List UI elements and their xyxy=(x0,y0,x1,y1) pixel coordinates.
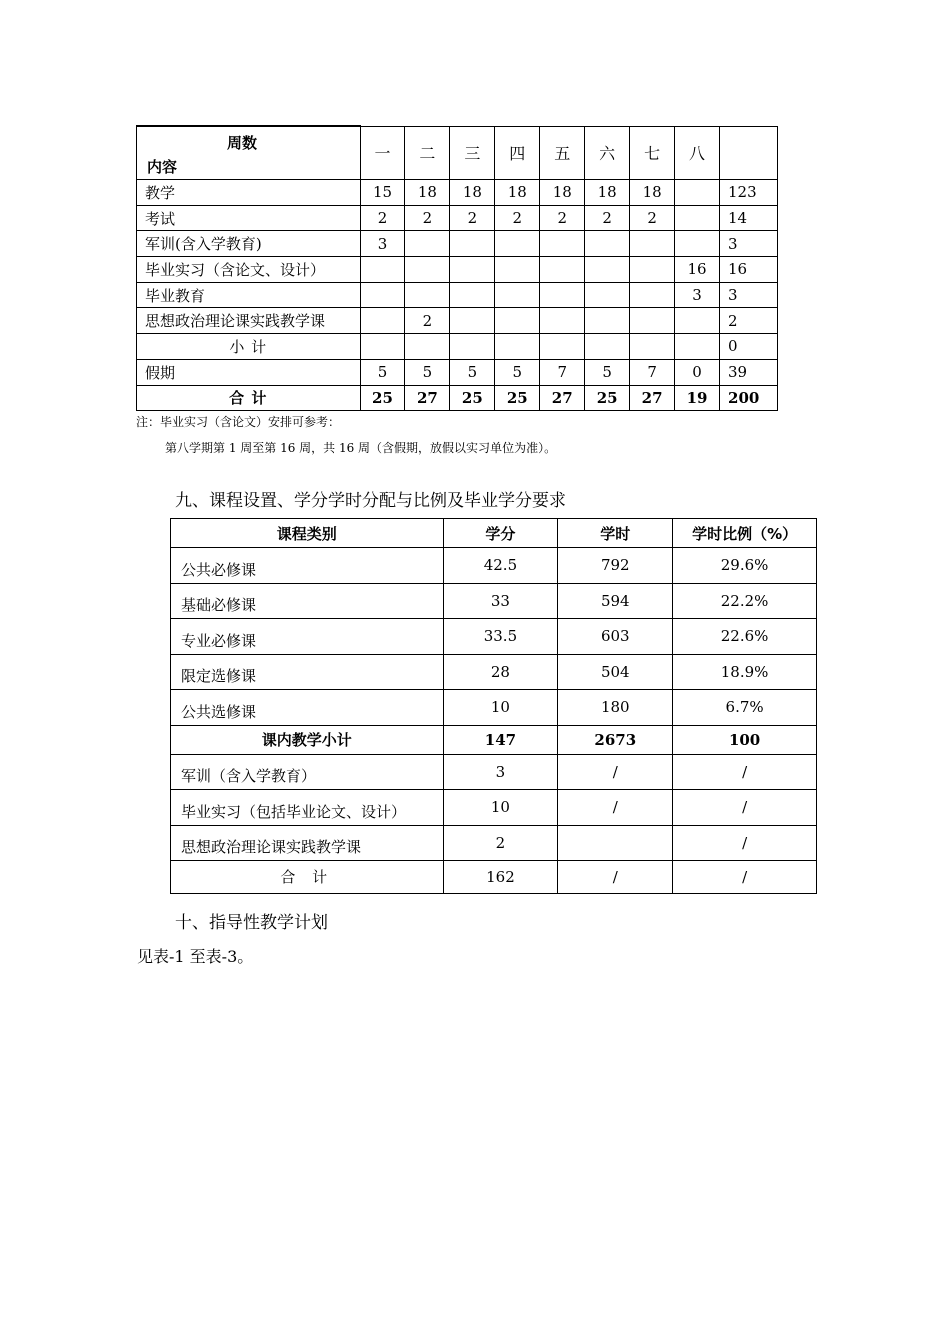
week-cell: 19 xyxy=(675,385,720,411)
course-value: 603 xyxy=(558,619,673,655)
week-cell: 5 xyxy=(450,359,495,385)
course-category: 专业必修课 xyxy=(171,619,444,655)
course-value xyxy=(558,825,673,861)
week-cell xyxy=(540,334,585,360)
course-row xyxy=(171,619,817,655)
course-value: / xyxy=(673,790,817,826)
week-cell xyxy=(630,257,675,283)
week-cell: 2 xyxy=(405,308,450,334)
week-cell: 18 xyxy=(405,180,450,206)
section-10-text: 见表-1 至表-3。 xyxy=(137,947,254,966)
week-cell: 2 xyxy=(540,205,585,231)
week-cell: 18 xyxy=(540,180,585,206)
week-cell: 0 xyxy=(675,359,720,385)
week-cell xyxy=(540,231,585,257)
week-cell xyxy=(675,308,720,334)
weeks-row xyxy=(137,282,778,308)
courses-header-row xyxy=(171,519,817,548)
week-cell: 18 xyxy=(450,180,495,206)
course-value: / xyxy=(673,861,817,894)
course-category: 公共必修课 xyxy=(171,548,444,584)
week-cell: 7 xyxy=(630,359,675,385)
header-hours: 学时 xyxy=(558,519,673,548)
week-cell xyxy=(360,282,405,308)
course-value: 792 xyxy=(558,548,673,584)
week-cell: 15 xyxy=(360,180,405,206)
row-label: 假期 xyxy=(137,359,361,385)
week-cell: 25 xyxy=(495,385,540,411)
course-value: 594 xyxy=(558,583,673,619)
week-cell: 2 xyxy=(495,205,540,231)
row-total: 14 xyxy=(720,205,778,231)
note-line-2: 第八学期第 1 周至第 16 周，共 16 周（含假期，放假以实习单位为准）。 xyxy=(165,441,557,455)
course-value: 10 xyxy=(443,790,558,826)
row-label: 考试 xyxy=(137,205,361,231)
week-cell xyxy=(405,231,450,257)
row-total: 123 xyxy=(720,180,778,206)
week-cell: 2 xyxy=(360,205,405,231)
course-value: 147 xyxy=(443,725,558,754)
week-cell xyxy=(585,308,630,334)
course-category: 毕业实习（包括毕业论文、设计） xyxy=(171,790,444,826)
row-label: 军训(含入学教育) xyxy=(137,231,361,257)
week-cell xyxy=(405,334,450,360)
week-cell: 7 xyxy=(540,359,585,385)
course-row xyxy=(171,790,817,826)
semester-header: 七 xyxy=(630,126,675,180)
week-cell xyxy=(495,231,540,257)
row-total: 0 xyxy=(720,334,778,360)
row-label: 毕业实习（含论文、设计） xyxy=(137,257,361,283)
weeks-row xyxy=(137,308,778,334)
header-credits: 学分 xyxy=(443,519,558,548)
semester-header: 一 xyxy=(360,126,405,180)
week-cell xyxy=(540,282,585,308)
week-cell: 5 xyxy=(405,359,450,385)
week-cell xyxy=(585,334,630,360)
week-cell: 5 xyxy=(585,359,630,385)
week-cell xyxy=(495,282,540,308)
week-cell: 18 xyxy=(585,180,630,206)
week-cell xyxy=(450,334,495,360)
course-value: 42.5 xyxy=(443,548,558,584)
course-row xyxy=(171,754,817,790)
course-row xyxy=(171,583,817,619)
course-value: 2 xyxy=(443,825,558,861)
week-cell xyxy=(675,231,720,257)
week-cell xyxy=(630,231,675,257)
week-cell: 18 xyxy=(630,180,675,206)
row-total: 16 xyxy=(720,257,778,283)
weeks-header-row xyxy=(137,126,778,180)
course-category: 合 计 xyxy=(171,861,444,894)
course-row xyxy=(171,690,817,726)
weeks-row xyxy=(137,180,778,206)
week-cell: 25 xyxy=(360,385,405,411)
row-label: 小 计 xyxy=(137,334,361,360)
row-total: 3 xyxy=(720,282,778,308)
course-value: 504 xyxy=(558,654,673,690)
week-cell xyxy=(540,257,585,283)
week-cell: 3 xyxy=(675,282,720,308)
week-cell xyxy=(450,231,495,257)
week-cell xyxy=(675,205,720,231)
week-cell: 2 xyxy=(585,205,630,231)
week-cell xyxy=(630,334,675,360)
corner-bottom: 内容 xyxy=(147,158,178,176)
week-cell: 2 xyxy=(405,205,450,231)
week-cell: 3 xyxy=(360,231,405,257)
course-category: 公共选修课 xyxy=(171,690,444,726)
week-cell xyxy=(360,257,405,283)
corner-top: 周数 xyxy=(227,134,258,152)
week-cell: 25 xyxy=(450,385,495,411)
semester-header: 六 xyxy=(585,126,630,180)
semester-header: 二 xyxy=(405,126,450,180)
course-row xyxy=(171,654,817,690)
weeks-row xyxy=(137,257,778,283)
row-total: 39 xyxy=(720,359,778,385)
weeks-row xyxy=(137,385,778,411)
week-cell xyxy=(405,257,450,283)
semester-header: 五 xyxy=(540,126,585,180)
course-value: 6.7% xyxy=(673,690,817,726)
week-cell: 27 xyxy=(405,385,450,411)
semester-header: 四 xyxy=(495,126,540,180)
course-category: 限定选修课 xyxy=(171,654,444,690)
weeks-row xyxy=(137,334,778,360)
course-value: 3 xyxy=(443,754,558,790)
week-cell xyxy=(495,257,540,283)
course-category: 课内教学小计 xyxy=(171,725,444,754)
week-cell xyxy=(450,257,495,283)
course-category: 军训（含入学教育） xyxy=(171,754,444,790)
week-cell xyxy=(585,282,630,308)
section-9-heading: 九、课程设置、学分学时分配与比例及毕业学分要求 xyxy=(175,491,566,511)
course-value: 33 xyxy=(443,583,558,619)
note-line-1: 注：毕业实习（含论文）安排可参考： xyxy=(136,415,341,429)
course-row xyxy=(171,825,817,861)
week-cell xyxy=(675,334,720,360)
course-value: 100 xyxy=(673,725,817,754)
week-cell: 16 xyxy=(675,257,720,283)
week-cell xyxy=(450,308,495,334)
course-value: / xyxy=(673,754,817,790)
course-value: 33.5 xyxy=(443,619,558,655)
total-header xyxy=(720,126,778,180)
course-value: / xyxy=(558,861,673,894)
week-cell xyxy=(540,308,585,334)
course-value: 180 xyxy=(558,690,673,726)
row-label: 思想政治理论课实践教学课 xyxy=(137,308,361,334)
row-total: 2 xyxy=(720,308,778,334)
weeks-table xyxy=(136,125,778,411)
course-row xyxy=(171,861,817,894)
week-cell xyxy=(585,257,630,283)
course-value: 162 xyxy=(443,861,558,894)
week-cell: 2 xyxy=(630,205,675,231)
row-label: 毕业教育 xyxy=(137,282,361,308)
week-cell: 5 xyxy=(495,359,540,385)
course-value: 10 xyxy=(443,690,558,726)
course-value: / xyxy=(673,825,817,861)
course-value: 22.2% xyxy=(673,583,817,619)
week-cell xyxy=(675,180,720,206)
weeks-row xyxy=(137,205,778,231)
row-total: 200 xyxy=(720,385,778,411)
weeks-row xyxy=(137,359,778,385)
courses-table xyxy=(170,518,817,894)
course-value: / xyxy=(558,790,673,826)
course-value: 2673 xyxy=(558,725,673,754)
course-value: 22.6% xyxy=(673,619,817,655)
week-cell: 27 xyxy=(540,385,585,411)
week-cell xyxy=(360,308,405,334)
semester-header: 三 xyxy=(450,126,495,180)
weeks-row xyxy=(137,231,778,257)
row-label: 教学 xyxy=(137,180,361,206)
week-cell xyxy=(585,231,630,257)
row-label: 合 计 xyxy=(137,385,361,411)
week-cell xyxy=(630,308,675,334)
course-value: 18.9% xyxy=(673,654,817,690)
week-cell xyxy=(495,308,540,334)
section-10-heading: 十、指导性教学计划 xyxy=(175,913,328,933)
week-cell xyxy=(630,282,675,308)
course-row xyxy=(171,548,817,584)
course-row xyxy=(171,725,817,754)
course-category: 思想政治理论课实践教学课 xyxy=(171,825,444,861)
week-cell: 25 xyxy=(585,385,630,411)
week-cell: 18 xyxy=(495,180,540,206)
course-value: / xyxy=(558,754,673,790)
row-total: 3 xyxy=(720,231,778,257)
week-cell xyxy=(405,282,450,308)
corner-cell xyxy=(137,126,361,180)
week-cell xyxy=(495,334,540,360)
week-cell: 27 xyxy=(630,385,675,411)
course-category: 基础必修课 xyxy=(171,583,444,619)
semester-header: 八 xyxy=(675,126,720,180)
header-category: 课程类别 xyxy=(171,519,444,548)
week-cell: 5 xyxy=(360,359,405,385)
week-cell: 2 xyxy=(450,205,495,231)
course-value: 29.6% xyxy=(673,548,817,584)
week-cell xyxy=(360,334,405,360)
course-value: 28 xyxy=(443,654,558,690)
header-ratio: 学时比例（%） xyxy=(673,519,817,548)
week-cell xyxy=(450,282,495,308)
